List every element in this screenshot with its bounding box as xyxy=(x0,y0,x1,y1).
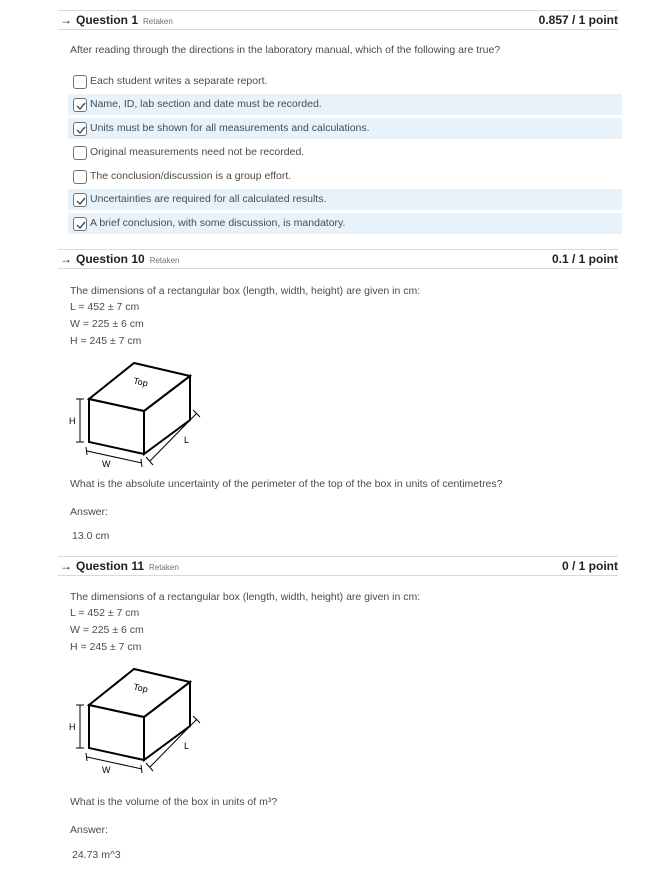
choice-item xyxy=(68,118,622,139)
answer-value: 13.0 cm xyxy=(72,530,110,542)
choice-item xyxy=(68,71,622,92)
question-title: Question 10 Retaken xyxy=(76,252,180,266)
height-label: H xyxy=(69,722,76,732)
question-prompt: After reading through the directions in the laboratory manual, which of the following are true? xyxy=(70,44,501,56)
checkbox-checked[interactable] xyxy=(73,193,87,207)
choice-item xyxy=(68,189,622,210)
box-diagram xyxy=(62,661,212,781)
checkbox[interactable] xyxy=(73,146,87,160)
top-label: Top xyxy=(132,375,149,389)
choice-item xyxy=(68,213,622,234)
checkmark-icon xyxy=(75,124,87,136)
question-prompt: What is the volume of the box in units of m³? xyxy=(70,796,278,808)
length-label: L xyxy=(184,741,190,751)
question-10-header[interactable] xyxy=(58,249,618,269)
question-score: 0.857 / 1 point xyxy=(538,13,618,27)
width-tick xyxy=(141,459,142,467)
retaken-badge: Retaken xyxy=(143,17,173,26)
dimension-height: H = 245 ± 7 cm xyxy=(70,335,142,347)
question-score: 0 / 1 point xyxy=(561,559,618,573)
dimension-height: H = 245 ± 7 cm xyxy=(70,641,142,653)
answer-value: 24.73 m^3 xyxy=(72,849,121,861)
width-label: W xyxy=(102,765,111,775)
question-11-header[interactable] xyxy=(58,556,618,576)
question-title: Question 1 Retaken xyxy=(76,13,173,27)
retaken-badge: Retaken xyxy=(149,563,179,572)
length-dimension-line xyxy=(150,719,197,767)
checkmark-icon xyxy=(75,195,87,207)
box-diagram xyxy=(62,355,212,475)
choice-label: Original measurements need not be recorded. xyxy=(90,146,305,158)
width-label: W xyxy=(102,459,111,469)
box-front-face xyxy=(89,705,144,760)
choice-label: A brief conclusion, with some discussion, is mandatory. xyxy=(90,217,346,229)
length-label: L xyxy=(184,435,190,445)
dimension-width: W = 225 ± 6 cm xyxy=(70,624,144,636)
arrow-right-icon: → xyxy=(60,13,72,27)
arrow-right-icon: → xyxy=(60,252,72,266)
answer-label: Answer: xyxy=(70,824,108,836)
width-tick xyxy=(86,753,87,761)
question-score: 0.1 / 1 point xyxy=(551,252,618,266)
dimension-length: L = 452 ± 7 cm xyxy=(70,607,140,619)
question-prompt: What is the absolute uncertainty of the perimeter of the top of the box in units of centimetres? xyxy=(70,478,503,490)
width-tick xyxy=(141,765,142,773)
checkbox-checked[interactable] xyxy=(73,122,87,136)
checkbox[interactable] xyxy=(73,170,87,184)
dimension-width: W = 225 ± 6 cm xyxy=(70,318,144,330)
box-front-face xyxy=(89,399,144,454)
length-tick xyxy=(146,763,153,771)
checkbox[interactable] xyxy=(73,75,87,89)
width-dimension-line xyxy=(87,451,142,463)
choice-label: Uncertainties are required for all calculated results. xyxy=(90,193,327,205)
choice-label: Units must be shown for all measurements and calculations. xyxy=(90,122,370,134)
choice-label: Each student writes a separate report. xyxy=(90,75,268,87)
question-title: Question 11 Retaken xyxy=(76,559,179,573)
arrow-right-icon: → xyxy=(60,559,72,573)
choice-item xyxy=(68,166,622,187)
checkbox-checked[interactable] xyxy=(73,98,87,112)
dimension-length: L = 452 ± 7 cm xyxy=(70,301,140,313)
checkmark-icon xyxy=(75,100,87,112)
retaken-badge: Retaken xyxy=(149,256,180,265)
answer-label: Answer: xyxy=(70,506,108,518)
width-dimension-line xyxy=(87,757,142,769)
width-tick xyxy=(86,447,87,455)
checkbox-checked[interactable] xyxy=(73,217,87,231)
choice-label: The conclusion/discussion is a group effort. xyxy=(90,170,292,182)
question-intro: The dimensions of a rectangular box (length, width, height) are given in cm: xyxy=(70,591,421,603)
question-intro: The dimensions of a rectangular box (length, width, height) are given in cm: xyxy=(70,285,421,297)
height-label: H xyxy=(69,416,76,426)
choice-item xyxy=(68,94,622,115)
length-tick xyxy=(146,457,153,465)
choice-item xyxy=(68,142,622,163)
question-1-header[interactable] xyxy=(58,10,618,30)
top-label: Top xyxy=(132,681,149,695)
choice-label: Name, ID, lab section and date must be recorded. xyxy=(90,98,322,110)
checkmark-icon xyxy=(75,219,87,231)
length-dimension-line xyxy=(150,413,197,461)
